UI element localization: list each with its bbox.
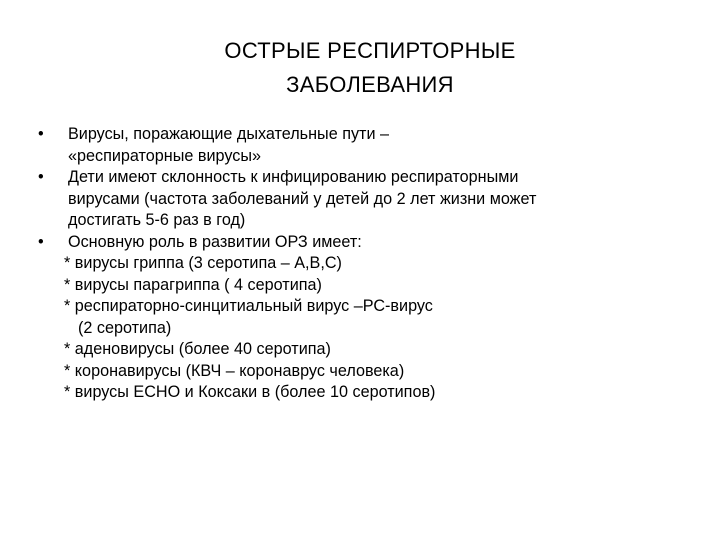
bullet-2-line-2: вирусами (частота заболеваний у детей до 2 лет жизни может [68,189,537,208]
bullet-2-line-1: Дети имеют склонность к инфицированию респираторными [68,168,519,186]
bullet-2-line-3: достигать 5-6 раз в год) [68,211,246,229]
bullet-3-line-1: Основную роль в развитии ОРЗ имеет: [68,232,362,251]
title-line-1: ОСТРЫЕ РЕСПИРТОРНЫЕ [224,38,516,63]
sub-item-parainfluenza: * вирусы парагриппа ( 4 серотипа) [64,275,322,294]
slide-body [0,124,720,404]
sub-item-influenza: * вирусы гриппа (3 серотипа – А,В,С) [64,254,342,272]
bullet-mark-1: • [38,125,44,143]
sub-item-coronavirus: * коронавирусы (КВЧ – коронаврус человека) [64,361,405,380]
bullet-item-2 [0,167,720,232]
bullet-item-3 [0,232,720,254]
bullet-item-1 [0,124,720,167]
bullet-1-line-2: «респираторные вирусы» [68,146,261,165]
sub-item-rsv-continuation: (2 серотипа) [78,318,172,337]
title-line-2: ЗАБОЛЕВАНИЯ [286,72,454,97]
slide-title [100,34,640,102]
sub-item-echo-coxsackie: * вирусы ECHO и Коксаки в (более 10 серотипов) [64,383,436,401]
bullet-mark-3: • [38,232,44,251]
sub-item-rsv: * респираторно-синцитиальный вирус –РС-вирус [64,297,433,315]
bullet-mark-2: • [38,168,44,186]
bullet-1-line-1: Вирусы, поражающие дыхательные пути – [68,125,390,143]
sub-item-adenovirus: * аденовирусы (более 40 серотипа) [64,340,331,358]
